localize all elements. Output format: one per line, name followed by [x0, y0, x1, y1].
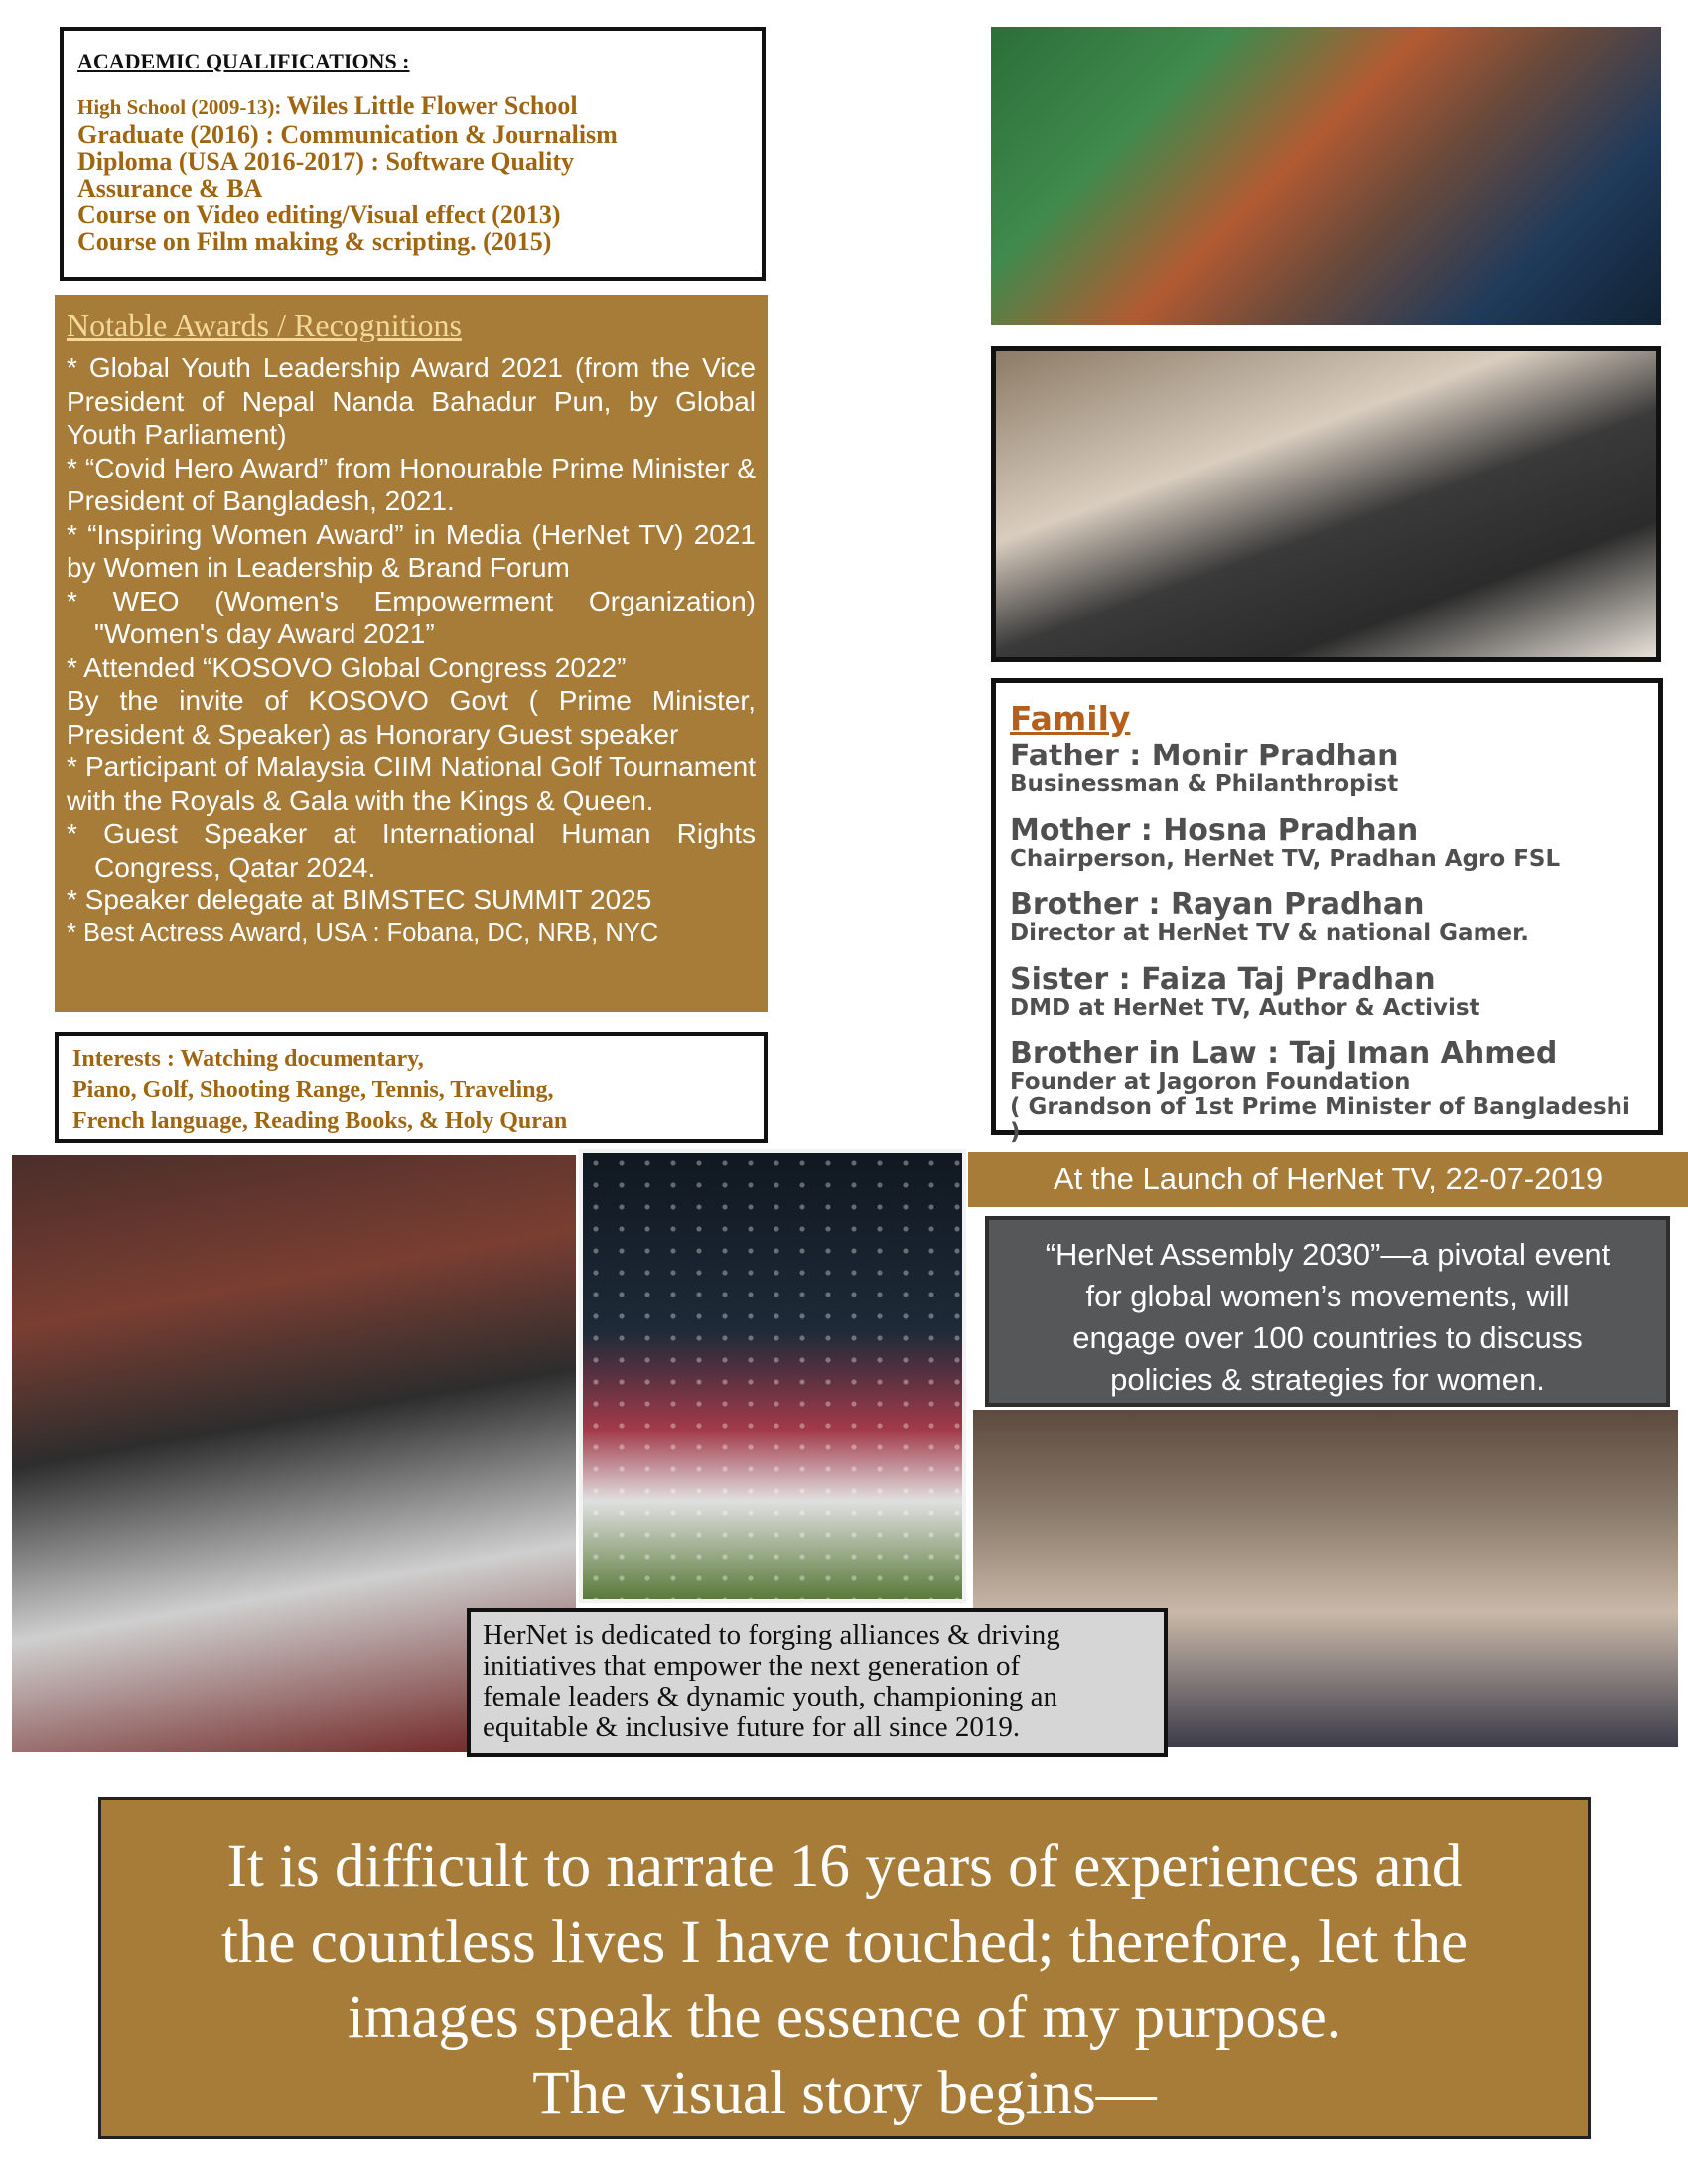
dedication-line: female leaders & dynamic youth, championing an — [483, 1681, 1058, 1712]
academic-line: Diploma (USA 2016-2017) : Software Quality — [77, 147, 575, 176]
dedication-line: equitable & inclusive future for all since 2019. — [483, 1711, 1021, 1743]
family-photo — [991, 346, 1661, 662]
closing-quote-box — [98, 1797, 1591, 2139]
interests-line: Interests : Watching documentary, — [72, 1046, 424, 1072]
assembly-line: “HerNet Assembly 2030”—a pivotal event — [1045, 1237, 1611, 1272]
member-role: Director at HerNet TV & national Gamer. — [1010, 920, 1529, 946]
member-name: Father : Monir Pradhan — [1010, 739, 1399, 773]
award-item: * Participant of Malaysia CIIM National Golf Tournament with the Royals & Gala with the Kings & Queen. — [67, 751, 756, 816]
award-item: * Attended “KOSOVO Global Congress 2022” — [67, 651, 627, 683]
member-name: Brother : Rayan Pradhan — [1010, 887, 1425, 922]
academic-line: Graduate (2016) : Communication & Journalism — [77, 120, 618, 149]
member-footnote: ( Grandson of 1st Prime Minister of Bangladeshi ) — [1010, 1094, 1630, 1145]
academic-line: Assurance & BA — [77, 174, 263, 203]
family-title: Family — [1010, 699, 1131, 738]
quote-line: The visual story begins— — [532, 2060, 1157, 2126]
member-role: DMD at HerNet TV, Author & Activist — [1010, 995, 1480, 1021]
member-role: Chairperson, HerNet TV, Pradhan Agro FSL — [1010, 846, 1561, 872]
award-item: * Best Actress Award, USA : Fobana, DC, NRB, NYC — [67, 918, 659, 947]
dedication-line: initiatives that empower the next generation of — [483, 1650, 1021, 1682]
academic-heading: ACADEMIC QUALIFICATIONS : — [77, 49, 410, 73]
member-role: Businessman & Philanthropist — [1010, 771, 1399, 797]
dedication-line: HerNet is dedicated to forging alliances & driving — [483, 1619, 1060, 1651]
member-role: Founder at Jagoron Foundation — [1010, 1069, 1411, 1095]
family-member — [1010, 889, 1644, 946]
assembly-line: for global women’s movements, will — [1085, 1279, 1570, 1313]
member-name: Sister : Faiza Taj Pradhan — [1010, 962, 1436, 997]
family-member — [1010, 741, 1644, 797]
conference-speaker-photo — [991, 27, 1661, 325]
interests-line: Piano, Golf, Shooting Range, Tennis, Traveling, — [72, 1077, 554, 1103]
awards-title: Notable Awards / Recognitions — [67, 307, 462, 342]
stage-lights — [583, 1153, 962, 1599]
interests-line: French language, Reading Books, & Holy Quran — [72, 1108, 568, 1134]
awards-list — [67, 351, 756, 950]
family-member — [1010, 964, 1644, 1021]
launch-caption: At the Launch of HerNet TV, 22-07-2019 — [968, 1152, 1688, 1207]
award-item: By the invite of KOSOVO Govt ( Prime Minister, President & Speaker) as Honorary Guest speaker — [67, 685, 756, 750]
award-item: * Global Youth Leadership Award 2021 (from the Vice President of Nepal Nanda Bahadur Pun, by Global Youth Parliament) — [67, 352, 756, 450]
member-name: Mother : Hosna Pradhan — [1010, 813, 1419, 848]
launch-stage-photo — [579, 1149, 966, 1603]
awards-box — [55, 295, 768, 1012]
award-item: * WEO (Women's Empowerment Organization) "Women's day Award 2021” — [67, 585, 756, 649]
assembly-line: policies & strategies for women. — [1110, 1362, 1545, 1397]
quote-line: images speak the essence of my purpose. — [347, 1984, 1342, 2051]
family-member — [1010, 815, 1644, 872]
member-name: Brother in Law : Taj Iman Ahmed — [1010, 1036, 1558, 1071]
quote-line: It is difficult to narrate 16 years of experiences and — [226, 1834, 1463, 1900]
academic-line: Course on Film making & scripting. (2015) — [77, 227, 552, 256]
assembly-line: engage over 100 countries to discuss — [1072, 1320, 1583, 1355]
family-box — [991, 678, 1663, 1145]
quote-line: the countless lives I have touched; therefore, let the — [220, 1909, 1469, 1976]
assembly-box — [985, 1216, 1670, 1407]
interests-box — [55, 1032, 768, 1143]
academic-qualifications-box — [60, 27, 766, 281]
award-item: * Speaker delegate at BIMSTEC SUMMIT 2025 — [67, 885, 652, 915]
award-item: * “Inspiring Women Award” in Media (HerNet TV) 2021 by Women in Leadership & Brand Forum — [67, 518, 756, 583]
award-item: * “Covid Hero Award” from Honourable Prime Minister & President of Bangladesh, 2021. — [67, 452, 756, 516]
award-item: * Guest Speaker at International Human Rights Congress, Qatar 2024. — [67, 818, 756, 883]
dedication-box — [467, 1608, 1168, 1757]
family-member — [1010, 1038, 1644, 1145]
academic-line: Course on Video editing/Visual effect (2013) — [77, 201, 561, 229]
academic-line: High School (2009-13): Wiles Little Flower School — [77, 91, 578, 120]
